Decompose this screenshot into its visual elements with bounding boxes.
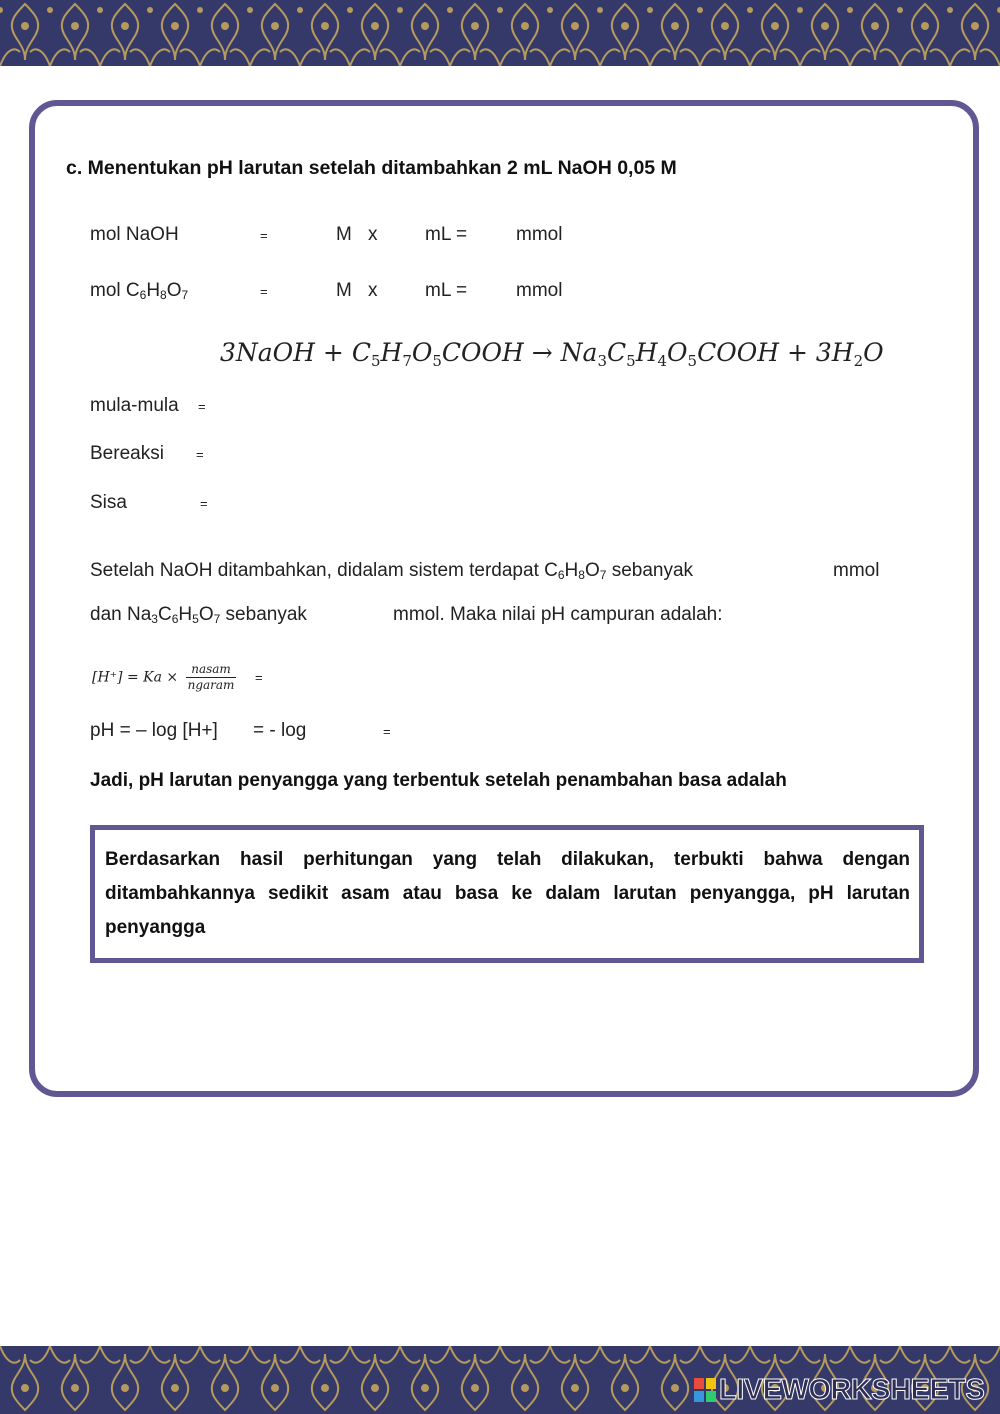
- molarity-unit: M: [336, 224, 352, 245]
- logo-text: LIVEWORKSHEETS: [719, 1374, 985, 1406]
- ml-unit: mL =: [425, 280, 468, 301]
- top-ornament-band: [0, 0, 1000, 66]
- equals-sign: =: [196, 447, 204, 462]
- mmol-unit: mmol: [516, 280, 563, 301]
- mmol-unit: mmol: [516, 224, 563, 245]
- sentence-ph-question: mmol. Maka nilai pH campuran adalah:: [393, 604, 723, 625]
- label-mol-naoh: mol NaOH: [90, 224, 179, 245]
- equals-sign: =: [260, 228, 268, 243]
- mmol-unit: mmol: [833, 560, 880, 581]
- formula-lhs: [H⁺] = Ka ×: [92, 669, 179, 686]
- sentence-salt-amount: dan $Na_3C_6H_5O_7$ sebanyak: [90, 604, 307, 626]
- final-answer-statement: Jadi, pH larutan penyangga yang terbentuk setelah penambahan basa adalah: [90, 770, 787, 791]
- sentence-after-naoh: Setelah NaOH ditambahkan, didalam sistem terdapat $C_6H_8O_7$ sebanyak: [90, 560, 694, 582]
- ml-unit: mL =: [425, 224, 468, 245]
- equals-sign: =: [383, 724, 391, 739]
- equals-sign: =: [198, 399, 206, 414]
- section-heading: c. Menentukan pH larutan setelah ditambahkan 2 mL NaOH 0,05 M: [66, 157, 677, 179]
- times-sign: x: [368, 224, 378, 245]
- hydrogen-ion-formula: [92, 662, 236, 693]
- mole-ratio-fraction: [186, 662, 237, 693]
- stoich-label-reacted: Bereaksi: [90, 443, 164, 464]
- equals-sign: =: [255, 670, 263, 685]
- liveworksheets-logo: [694, 1374, 984, 1407]
- stoich-label-remaining: Sisa: [90, 492, 127, 513]
- denominator-n-salt: ngaram: [187, 678, 235, 692]
- conclusion-text: Berdasarkan hasil perhitungan yang telah dilakukan, terbukti bahwa dengan ditambahkannya sedikit asam atau basa ke dalam larutan penyangga, pH larutan penyangga: [105, 849, 910, 938]
- reaction-equation: 3NaOH + $C_5H_7O_5COOH$ → $Na_3C_5H_4O_5COOH + 3H_2O$: [220, 338, 884, 370]
- ornament-pattern: [0, 0, 1000, 66]
- equals-sign: =: [200, 496, 208, 511]
- liveworksheets-logo-icon: [694, 1378, 716, 1402]
- ph-formula: pH = – log [H+]: [90, 720, 218, 741]
- stoich-label-initial: mula-mula: [90, 395, 179, 416]
- molarity-unit: M: [336, 280, 352, 301]
- numerator-n-acid: nasam: [186, 662, 237, 678]
- times-sign: x: [368, 280, 378, 301]
- label-mol-citric: mol $C_6H_8O_7$: [90, 280, 189, 302]
- equals-sign: =: [260, 284, 268, 299]
- ph-minus-log: = - log: [253, 720, 307, 741]
